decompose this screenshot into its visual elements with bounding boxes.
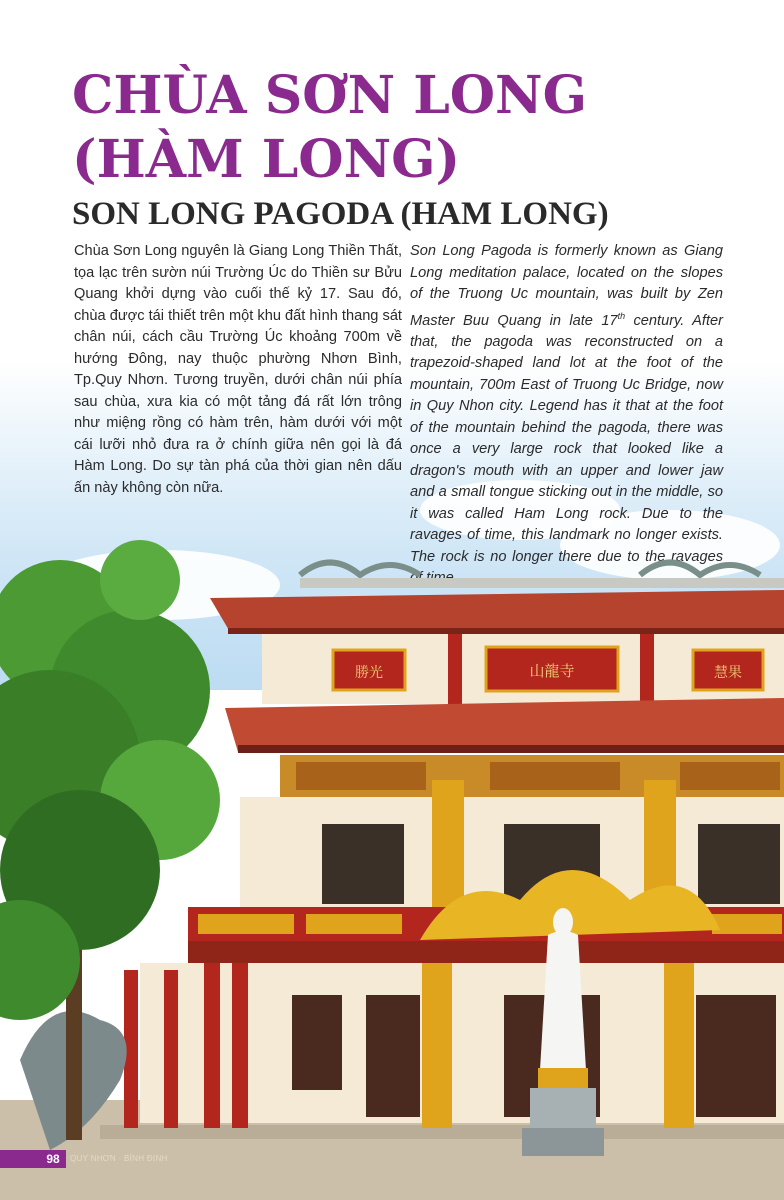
footer-publication: QUY NHƠN · BÌNH ĐỊNH	[70, 1154, 168, 1163]
ground-floor-door	[366, 995, 420, 1117]
body-text-english-part1: Son Long Pagoda is formerly known as Giang Long meditation palace, located on the slopes of the Truong Uc mountain, was built by Zen Master Buu Quang in late 17	[410, 243, 723, 329]
roof-ridge	[300, 578, 784, 588]
upper-roof	[210, 590, 784, 632]
red-pillar	[204, 963, 220, 1128]
signboard-left-text: 勝光	[355, 665, 383, 681]
balcony-panel	[306, 914, 402, 934]
dragon-pillar	[422, 963, 452, 1128]
body-text-english-part2: century. After that, the pagoda was reconstructed on a trapezoid-shaped land lot at the foot of the mountain, 700m East of Truong Uc Bridge, now in Quy Nhon city. Legend has it that at the foot of the mountain behind the pagoda, there was once a very large rock that looked like a dragon's mouth with an upper and lower jaw and a small tongue sticking out in the middle, so it was called Ham Long rock. Due to the ravages of time, this landmark no longer exists. The rock is no longer there due to the ravages	[410, 312, 724, 565]
roof-ridge-dragon	[300, 563, 420, 576]
page-title-english: SON LONG PAGODA (HAM LONG)	[72, 196, 609, 232]
upper-roof-eave	[228, 628, 784, 634]
page-title-vietnamese: CHÙA SƠN LONG (HÀM LONG)	[72, 65, 587, 190]
middle-roof	[225, 698, 784, 752]
ground-floor-door	[292, 995, 342, 1090]
signboard-left	[333, 650, 405, 690]
middle-roof-eave	[238, 745, 784, 753]
balcony-panel	[198, 914, 294, 934]
signboard-right	[693, 650, 763, 690]
dragon-pillar	[432, 780, 464, 910]
body-text-vietnamese: Chùa Sơn Long nguyên là Giang Long Thiền Thất, tọa lạc trên sườn núi Trường Úc do Thiền sư Bửu Quang khởi dựng vào cuối thế kỷ 17. Sau đó, chùa được tái thiết trên một khu đất hình thang sát chân núi, cách cầu Trường Úc khoảng 700m về hướng Đông, nay thuộc phường Nhơn Bình, Tp.Quy Nhơn. Tương truyền, dưới chân núi phía sau chùa, xưa kia có một tảng đá rất lớn trông như miệng rồng có hàm trên, hàm dưới với một cái lưỡi nhỏ đưa ra ở chính giữa nên gọi là đá Hàm Long. Do sự tàn phá của thời gian nên dấu ấn này không còn nữa.	[74, 243, 402, 496]
frieze-panel	[490, 762, 620, 790]
ground-floor-door	[696, 995, 776, 1117]
window	[698, 824, 780, 904]
signboard-center	[486, 647, 618, 691]
red-pillar	[164, 970, 178, 1128]
body-text-english	[410, 241, 723, 590]
signboard-right-text: 慧果	[714, 665, 742, 681]
window	[322, 824, 404, 904]
ordinal-superscript: th	[617, 310, 626, 321]
pagoda-photo	[0, 540, 784, 1200]
signboard-center-text: 山龍寺	[529, 662, 575, 680]
dragon-pillar	[664, 963, 694, 1128]
red-pillar	[232, 963, 248, 1128]
page-number: 98	[46, 1152, 60, 1166]
balcony-base	[188, 941, 784, 963]
balcony-panel	[712, 914, 782, 934]
upper-wall-pillar	[448, 634, 462, 704]
roof-ridge-dragon	[640, 563, 760, 576]
frieze-panel	[296, 762, 426, 790]
upper-wall-pillar	[640, 634, 654, 704]
frieze-panel	[680, 762, 780, 790]
